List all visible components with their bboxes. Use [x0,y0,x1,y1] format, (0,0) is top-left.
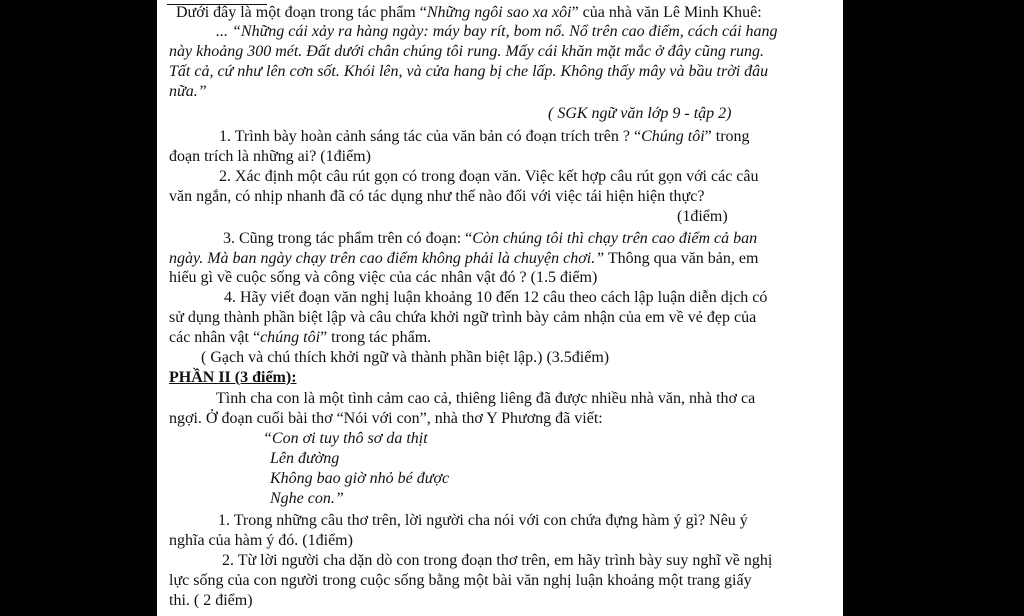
part-2-question-1-line-1 [218,511,748,531]
text-run: Tình cha con là một tình cảm cao cả, thiêng liêng đã được nhiều nhà văn, nhà thơ ca [216,390,756,407]
text-run: Tất cả, cứ như lên cơn sốt. Khói lên, và cửa hang bị che lấp. Không thấy mây và bầu trời đâu [169,63,769,80]
part-2-question-2-line-1 [222,551,772,571]
text-run: 4. Hãy viết đoạn văn nghị luận khoảng 10 đến 12 câu theo cách lập luận diễn dịch có [224,289,768,306]
part-2-intro-line-1 [216,389,755,409]
text-run: PHẦN II (3 điểm): [169,369,297,386]
quote-line-2 [169,42,764,62]
question-2-line-2 [169,187,704,207]
quote-line-1 [216,22,778,42]
text-run: ” trong tác phẩm. [320,329,432,346]
quote-line-4 [169,82,207,102]
text-run: 1. Trình bày hoàn cảnh sáng tác của văn bản có đoạn trích trên ? “ [219,128,642,145]
text-run: Những ngôi sao xa xôi [426,4,572,21]
text-run: 1. Trong những câu thơ trên, lời người cha nói với con chứa đựng hàm ý gì? Nêu ý [218,512,748,529]
part-2-question-2-line-2 [169,571,752,591]
question-2-line-1 [219,167,759,187]
poem-line-1 [263,429,428,449]
question-4-line-3 [169,328,431,348]
text-run: chúng tôi [260,329,321,346]
part-2-heading [169,368,297,388]
text-run: ngày. Mà ban ngày chạy trên cao điểm không phải là chuyện chơi.” [169,250,605,267]
question-3-line-2 [169,249,758,269]
text-run: văn ngắn, có nhịp nhanh đã có tác dụng như thế nào đối với việc tái hiện hiện thực? [169,188,705,205]
text-run: sử dụng thành phần biệt lập và câu chứa khởi ngữ trình bày cảm nhận của em về vẻ đẹp của [169,309,757,326]
part-2-question-2-line-3 [169,591,253,611]
question-1-line-1 [219,127,750,147]
text-run: thi. ( 2 điểm) [169,592,253,609]
part-2-question-1-line-2 [169,531,353,551]
question-4-note [201,348,609,368]
text-run: các nhân vật “ [169,329,261,346]
poem-line-3 [270,469,449,489]
text-run: đoạn trích là những ai? (1điểm) [169,148,371,165]
text-run: Lên đường [270,450,340,467]
text-run: ( SGK ngữ văn lớp 9 - tập 2) [548,105,732,122]
question-3-line-1 [223,229,757,249]
question-1-line-2 [169,147,371,167]
source-citation [548,104,731,124]
text-run: “Con ơi tuy thô sơ da thịt [263,430,428,447]
document-page [157,0,843,616]
text-run: 3. Cũng trong tác phẩm trên có đoạn: “ [223,230,473,247]
text-run: ngợi. Ở đoạn cuối bài thơ “Nói với con”, nhà thơ Y Phương đã viết: [169,410,603,427]
text-run: (1điểm) [677,208,728,225]
intro-line [176,3,762,23]
text-run: ( Gạch và chú thích khởi ngữ và thành phần biệt lập.) (3.5điểm) [201,349,610,366]
text-run: lực sống của con người trong cuộc sống bằng một bài văn nghị luận khoảng một trang giấy [169,572,752,589]
text-run: 2. Xác định một câu rút gọn có trong đoạn văn. Việc kết hợp câu rút gọn với các câu [219,168,759,185]
text-run: nghĩa của hàm ý đó. (1điểm) [169,532,353,549]
question-4-line-1 [224,288,767,308]
text-run: ” của nhà văn Lê Minh Khuê: [571,4,762,21]
text-run: nữa.” [169,83,207,100]
poem-line-4 [270,489,344,509]
poem-line-2 [270,449,339,469]
text-run: Nghe con.” [270,490,344,507]
text-run: ” trong [704,128,750,145]
text-run: hiểu gì về cuộc sống và công việc của các nhân vật đó ? (1.5 điểm) [169,269,598,286]
quote-line-3 [169,62,768,82]
text-run: Chúng tôi [641,128,705,145]
text-run: Không bao giờ nhỏ bé được [270,470,450,487]
text-run: Thông qua văn bản, em [604,250,759,267]
text-run: Còn chúng tôi thì chạy trên cao điểm cả ban [472,230,758,247]
question-2-score [677,207,728,227]
question-4-line-2 [169,308,756,328]
text-run: ... “Những cái xảy ra hàng ngày: máy bay rít, bom nổ. Nổ trên cao điểm, cách cái hang [216,23,778,40]
text-run: Dưới đây là một đoạn trong tác phẩm “ [176,4,427,21]
question-3-line-3 [169,268,597,288]
text-run: này khoảng 300 mét. Đất dưới chân chúng tôi rung. Mấy cái khăn mặt mắc ở đây cũng rung. [169,43,765,60]
part-2-intro-line-2 [169,409,603,429]
text-run: 2. Từ lời người cha dặn dò con trong đoạn thơ trên, em hãy trình bày suy nghĩ về nghị [222,552,773,569]
